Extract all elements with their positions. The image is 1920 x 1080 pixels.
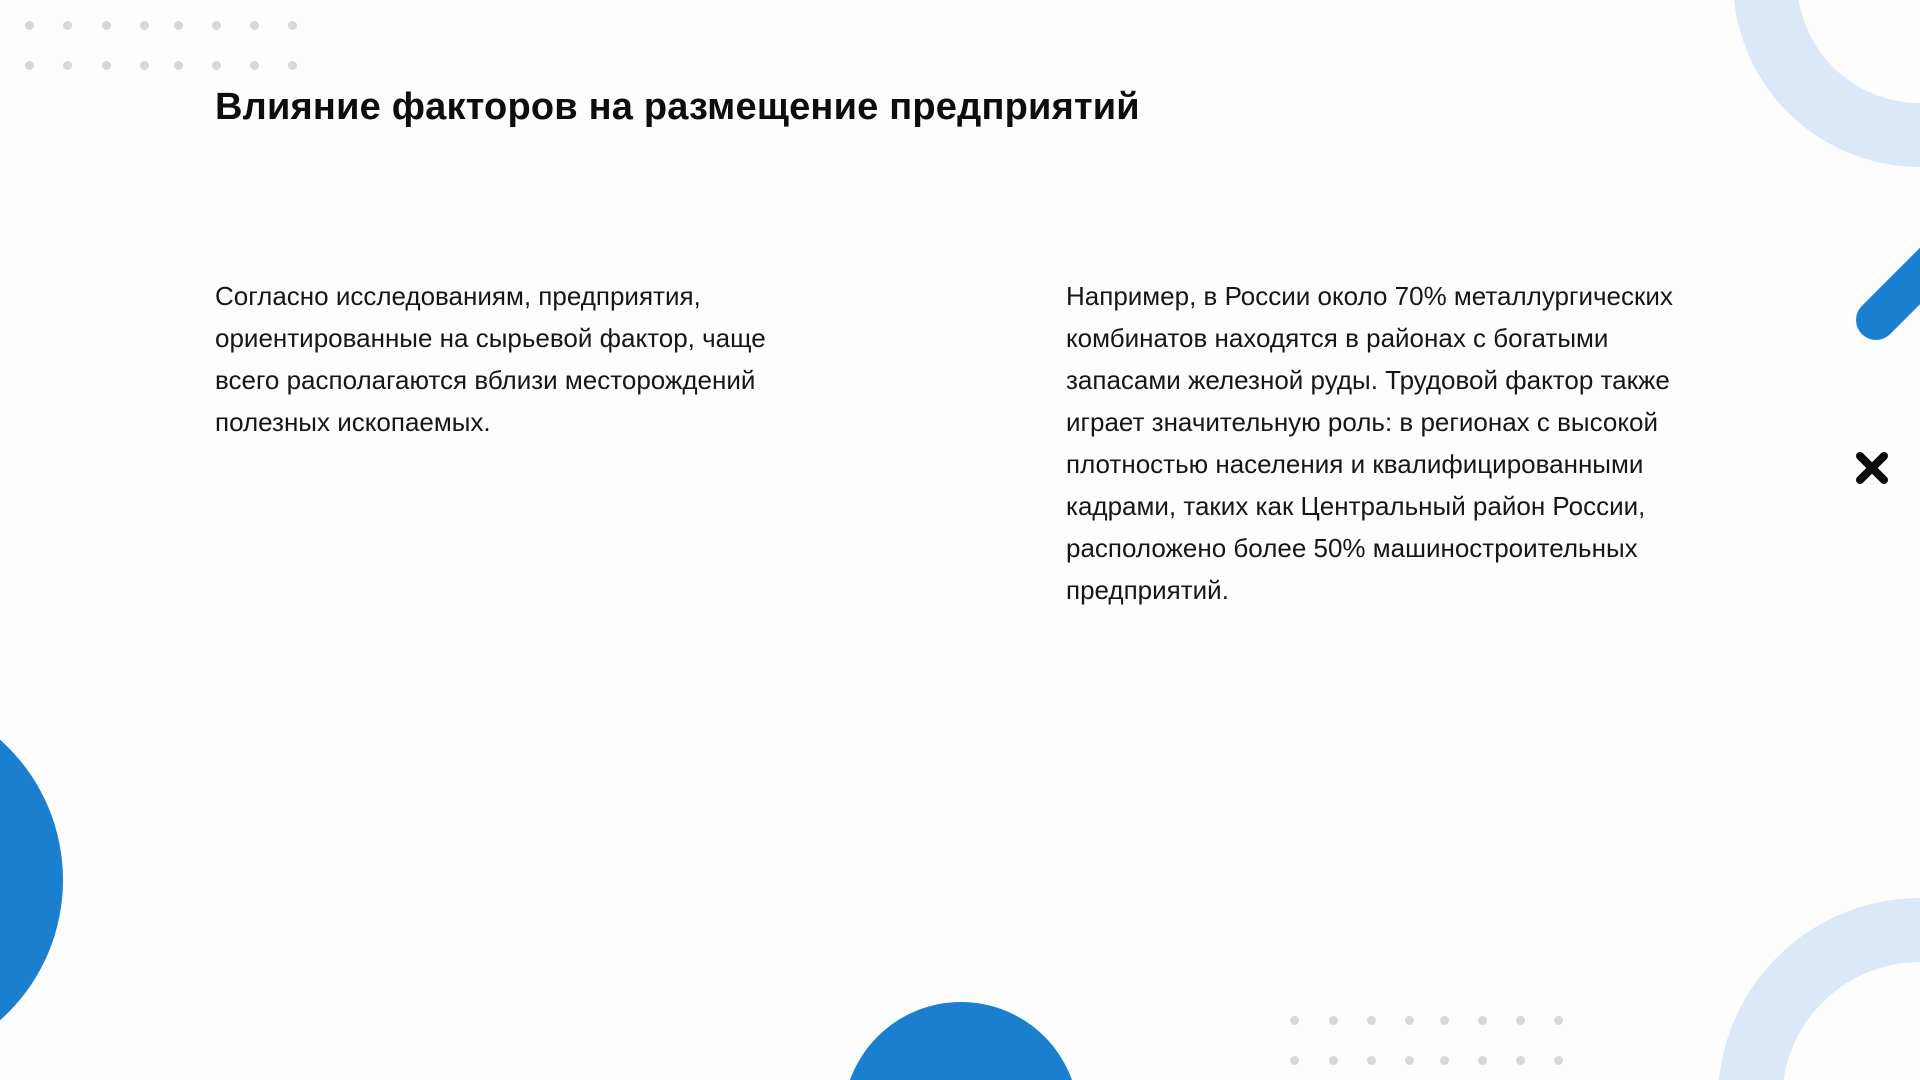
left-paragraph: Согласно исследованиям, предприятия, ориентированные на сырьевой фактор, чаще всего располагаются вблизи месторождений полезных ископаемых. (215, 281, 766, 437)
dot-grid-bottom-right (1280, 1010, 1580, 1080)
blue-circle-left (0, 692, 63, 1068)
ring-arc-top-right (1765, 0, 1920, 135)
dot-grid-top-left (0, 0, 320, 80)
right-paragraph: Например, в России около 70% металлургических комбинатов находятся в районах с богатыми запасами железной руды. Трудовой фактор также играет значительную роль: в регионах с высокой плотностью населения и квалифицированными кадрами, таких как Центральный район России, расположено более 50% машиностроительных предприятий. (1066, 281, 1673, 605)
slide-title: Влияние факторов на размещение предприятий (215, 86, 1140, 128)
blue-circle-bottom (843, 1002, 1079, 1080)
ring-arc-bottom-right (1750, 930, 1920, 1080)
blue-diagonal-line (1876, 256, 1920, 320)
cross-icon (1852, 448, 1892, 488)
